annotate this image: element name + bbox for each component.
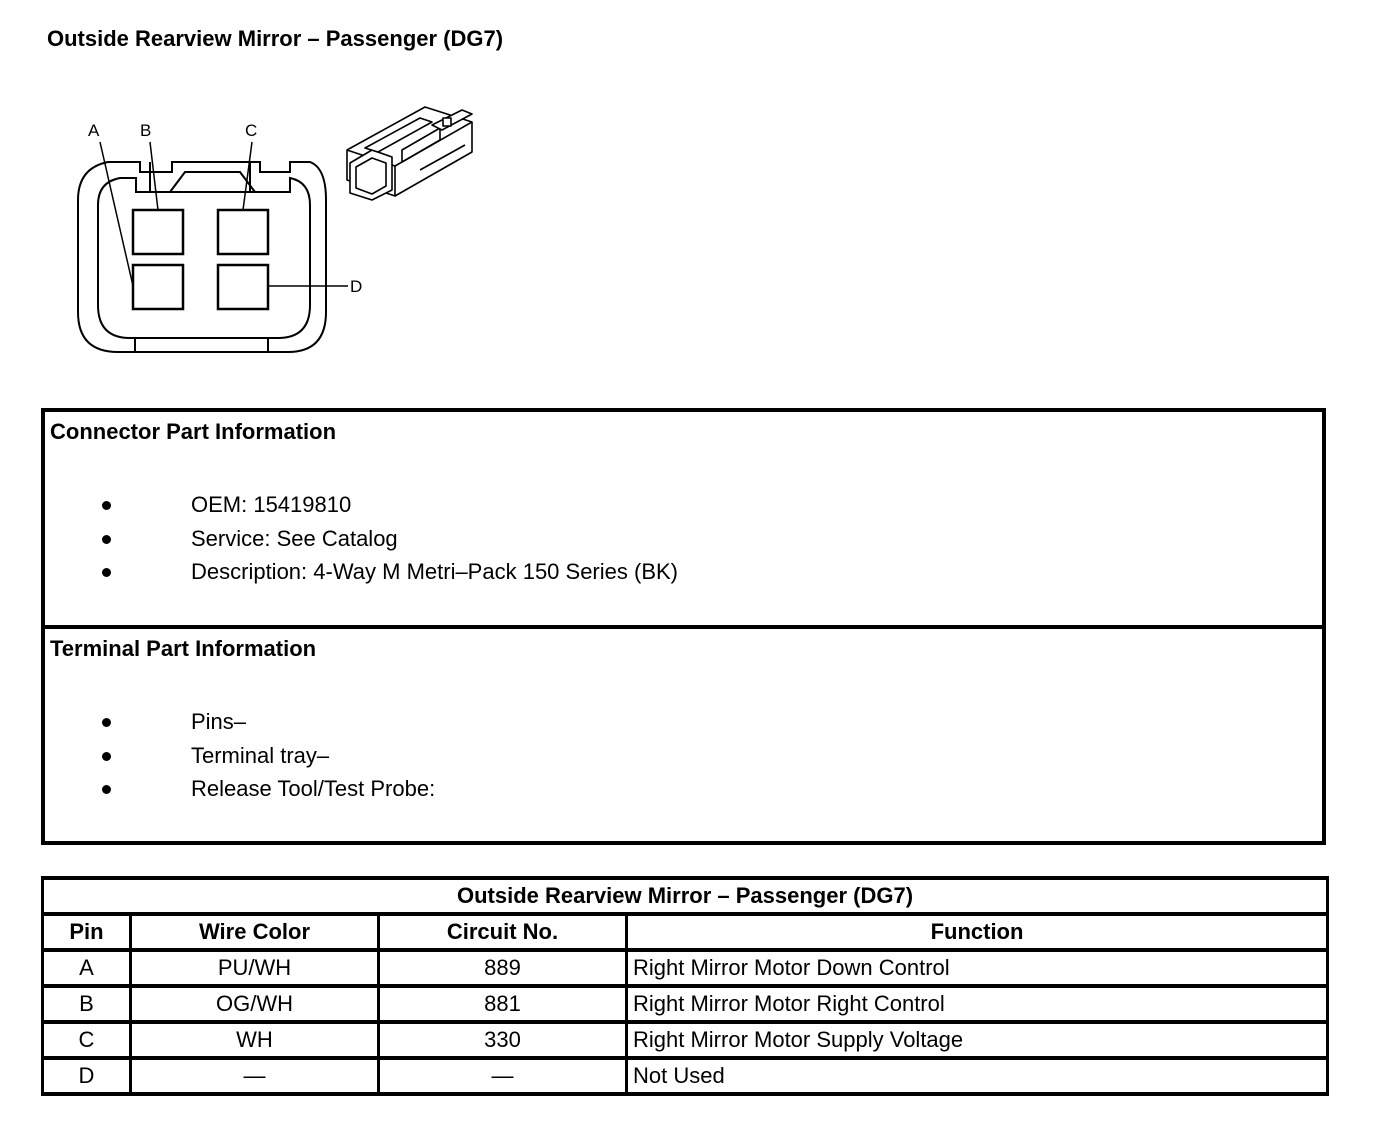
cell-function: Right Mirror Motor Supply Voltage	[627, 1022, 1328, 1058]
cell-pin: D	[43, 1058, 131, 1094]
cell-pin: C	[43, 1022, 131, 1058]
table-title: Outside Rearview Mirror – Passenger (DG7)	[43, 878, 1328, 914]
header-function: Function	[627, 914, 1328, 950]
terminal-part-info	[41, 625, 1326, 845]
cell-wire-color: —	[131, 1058, 379, 1094]
pin-cavities	[133, 210, 268, 309]
cavity-b	[133, 210, 183, 254]
cell-function: Not Used	[627, 1058, 1328, 1094]
header-pin: Pin	[43, 914, 131, 950]
cell-circuit: —	[379, 1058, 627, 1094]
header-wire-color: Wire Color	[131, 914, 379, 950]
cell-circuit: 889	[379, 950, 627, 986]
connector-info-heading: Connector Part Information	[50, 419, 337, 444]
cavity-d	[218, 265, 268, 309]
table-title-row	[43, 878, 1328, 914]
table-row	[43, 986, 1328, 1022]
cell-circuit: 330	[379, 1022, 627, 1058]
list-item: Description: 4-Way M Metri–Pack 150 Series (BK)	[45, 555, 678, 589]
terminal-info-list	[45, 705, 435, 806]
list-item: OEM: 15419810	[45, 488, 678, 522]
connector-iso-icon	[347, 107, 472, 200]
cell-wire-color: WH	[131, 1022, 379, 1058]
list-item: Service: See Catalog	[45, 522, 678, 556]
table-row	[43, 1058, 1328, 1094]
pin-label-d: D	[350, 277, 363, 296]
cell-function: Right Mirror Motor Down Control	[627, 950, 1328, 986]
cavity-a	[133, 265, 183, 309]
terminal-info-heading: Terminal Part Information	[50, 636, 317, 661]
table-row	[43, 950, 1328, 986]
cell-wire-color: OG/WH	[131, 986, 379, 1022]
connector-info-list	[45, 488, 678, 589]
cell-circuit: 881	[379, 986, 627, 1022]
connector-part-info	[41, 408, 1326, 629]
pin-label-a: A	[88, 121, 100, 140]
table-row	[43, 1022, 1328, 1058]
connector-face	[78, 162, 326, 352]
pin-label-c: C	[245, 121, 258, 140]
list-item: Terminal tray–	[45, 739, 435, 773]
table-header-row	[43, 914, 1328, 950]
cell-wire-color: PU/WH	[131, 950, 379, 986]
cavity-c	[218, 210, 268, 254]
pin-table	[41, 876, 1329, 1096]
header-circuit: Circuit No.	[379, 914, 627, 950]
page-title: Outside Rearview Mirror – Passenger (DG7)	[47, 26, 504, 51]
list-item: Pins–	[45, 705, 435, 739]
cell-pin: A	[43, 950, 131, 986]
pin-label-b: B	[140, 121, 152, 140]
cell-pin: B	[43, 986, 131, 1022]
cell-function: Right Mirror Motor Right Control	[627, 986, 1328, 1022]
connector-diagram	[0, 0, 520, 380]
list-item: Release Tool/Test Probe:	[45, 772, 435, 806]
